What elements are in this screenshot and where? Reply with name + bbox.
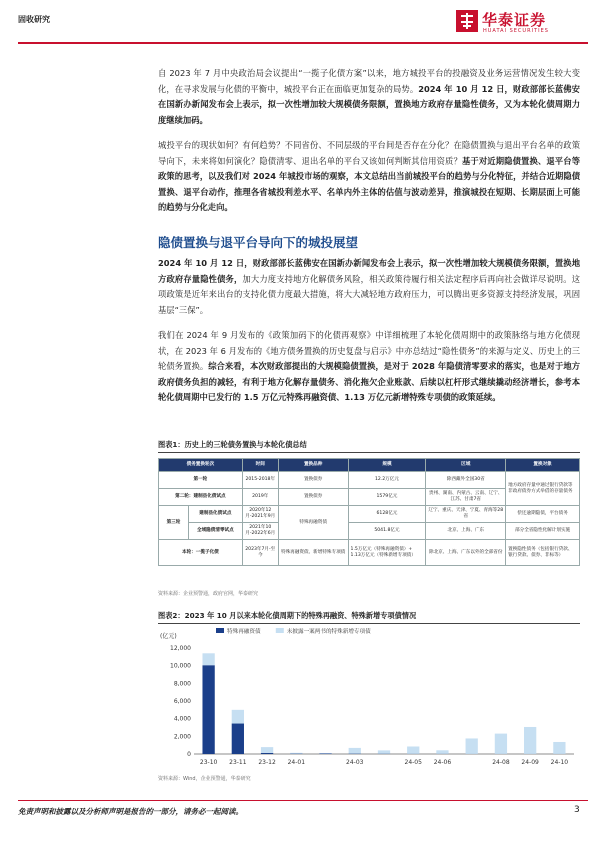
figure2-caption: 图表2：2023 年 10 月以来本轮化债周期下的特殊再融资、特殊新增专项债情况 xyxy=(158,611,417,620)
table-cell: 2020年12月-2021年9月 xyxy=(242,506,278,523)
legend-label: 未披露一案两书的特殊新增专项债 xyxy=(286,629,371,635)
y-tick-label: 10,000 xyxy=(170,662,191,670)
section-heading: 隐债置换与退平台导向下的城投展望 xyxy=(158,235,359,250)
bar-special-new-bonds xyxy=(202,653,214,665)
table-row xyxy=(159,472,580,489)
table-cell: 贵州、湖南、内蒙古、云南、辽宁、江苏、甘肃7省 xyxy=(426,489,506,506)
x-tick-label: 23-12 xyxy=(258,759,276,766)
y-tick-label: 4,000 xyxy=(173,715,191,723)
x-tick-label: 24-06 xyxy=(433,759,452,766)
paragraph-review xyxy=(158,328,580,406)
table-cell: 第二轮：建制县化债试点 xyxy=(159,489,243,506)
policy-text: 加大力度支持地方化解债务风险，相关政策待履行相关法定程序后再向社会做详尽说明。这项政策是近年来出台的支持化债力度最大措施，将大大减轻地方政府压力，可以腾出更多资源支持经济发展，巩固基层“三保”。 xyxy=(158,273,580,315)
bar-special-new-bonds xyxy=(407,746,419,753)
figure1-divider xyxy=(158,452,580,453)
bar-special-new-bonds xyxy=(261,747,273,753)
debt-swap-history-table xyxy=(158,458,580,566)
report-category: 固收研究 xyxy=(18,15,50,24)
figure2-divider xyxy=(158,623,580,624)
table-cell: 置换债券 xyxy=(278,489,348,506)
figure1-source: 资料来源：企业预警通，政府官网，华泰研究 xyxy=(158,591,259,597)
intro-text: 自 2023 年 7 月中央政治局会议提出“一揽子化债方案”以来，地方城投平台的投融资及业务运营情况发生较大变化，在寻求发展与化债的平衡中，城投平台正在面临更加复杂的局势。 xyxy=(158,68,580,94)
table-cell: 特殊再融资债 xyxy=(278,506,348,540)
table-header-cell: 债务置换轮次 xyxy=(159,459,243,472)
bar-special-new-bonds xyxy=(495,734,507,754)
bar-special-new-bonds xyxy=(436,750,448,754)
bar-special-new-bonds xyxy=(466,738,478,753)
intro-emphasis: 2024 年 10 月 12 日，财政部部长蓝佛安在国新办新闻发布会上表示，拟一次性增加较大规模债务限额，置换地方政府存量隐性债务，又为本轮化债周期力度继续加码。 xyxy=(158,83,580,125)
legend-swatch xyxy=(216,628,224,633)
table-header-cell: 置换品种 xyxy=(278,459,348,472)
footer-divider xyxy=(18,800,588,801)
x-tick-label: 24-08 xyxy=(492,759,510,766)
questions-emphasis: 基于对近期隐债置换、退平台等政策的思考，以及我们对 2024 年城投市场的观察，本文总结出当前城投平台的趋势与分化特征，并结合近期隐债置换、退平台动作，推理各省城投利差水平、名单内外主体的估值与波动差异，推演城投在短期、长期层面上可能的趋势与分化走向。 xyxy=(158,155,580,213)
table-row xyxy=(159,523,580,540)
table-cell: 特殊再融资债、新增特殊专项债 xyxy=(278,540,348,566)
bar-special-new-bonds xyxy=(553,742,565,754)
y-axis-label: (亿元) xyxy=(160,633,177,640)
review-emphasis: 综合来看，本次财政部提出的大规模隐债置换，是对于 2028 年隐债清零要求的落实，也是对于地方政府债务负担的减轻，有利于地方化解存量债务、消化拖欠企业账款、后续以杠杆形式继续撬动经济增长，参考本轮化债周期中已发行的 1.5 万亿元特殊再融资债、1.13 万亿元新增特殊专项债的政策延续。 xyxy=(158,361,580,403)
bar-special-new-bonds xyxy=(524,727,536,754)
figure1-caption: 图表1：历史上的三轮债务置换与本轮化债总结 xyxy=(158,440,307,449)
bar-special-new-bonds xyxy=(378,750,390,753)
table-cell: 辽宁、重庆、天津、宁夏、青海等28省 xyxy=(426,506,506,523)
legend-swatch xyxy=(276,628,284,633)
paragraph-policy xyxy=(158,256,580,318)
legend-label: 特殊再融资债 xyxy=(227,629,261,635)
table-cell: 除北京、上海、广东以外的全部省份 xyxy=(426,540,506,566)
page-number: 3 xyxy=(574,805,580,815)
bar-special-refinancing xyxy=(319,753,331,754)
table-header-cell: 规模 xyxy=(348,459,426,472)
table-cell: 1.5万亿元（特殊再融资债）+ 1.13万亿元（特殊新增专项债） xyxy=(348,540,426,566)
table-cell: 建制县化债试点 xyxy=(188,506,242,523)
table-cell: 2021年10月-2022年6月 xyxy=(242,523,278,540)
table-cell: 2019年 xyxy=(242,489,278,506)
bar-special-new-bonds xyxy=(232,710,244,724)
y-tick-label: 2,000 xyxy=(173,733,191,741)
x-tick-label: 23-10 xyxy=(199,759,218,766)
table-cell: 5041.8亿元 xyxy=(348,523,426,540)
table-header-cell: 置换对象 xyxy=(506,459,580,472)
y-tick-label: 6,000 xyxy=(173,698,191,705)
x-tick-label: 24-10 xyxy=(550,759,569,766)
paragraph-questions xyxy=(158,138,580,216)
table-cell: 除西藏外全国30省 xyxy=(426,472,506,489)
table-cell: 北京、上海、广东 xyxy=(426,523,506,540)
bar-special-new-bonds xyxy=(349,748,361,754)
special-bonds-bar-chart xyxy=(158,626,580,774)
bar-special-new-bonds xyxy=(290,753,302,754)
header-divider xyxy=(18,42,588,44)
bar-special-refinancing xyxy=(261,753,273,754)
logo-text-en: HUATAI SECURITIES xyxy=(483,28,549,34)
table-cell: 第三轮 xyxy=(159,506,189,540)
policy-emphasis: 2024 年 10 月 12 日，财政部部长蓝佛安在国新办新闻发布会上表示，拟一次性增加较大规模债务限额，置换地方政府存量隐性债务， xyxy=(158,258,580,284)
x-tick-label: 24-05 xyxy=(404,759,422,766)
table-cell: 12.2万亿元 xyxy=(348,472,426,489)
questions-text: 城投平台的现状如何？有何趋势？不同省份、不同层级的平台间是否存在分化？在隐债置换与退出平台名单的政策导向下，未来将如何演化？隐债清零、退出名单的平台又该如何判断其信用资质？ xyxy=(158,140,580,166)
table-header-row xyxy=(159,459,580,472)
table-cell: 1579亿元 xyxy=(348,489,426,506)
bar-special-refinancing xyxy=(202,665,214,754)
table-row xyxy=(159,506,580,523)
table-cell: 置换债券 xyxy=(278,472,348,489)
y-tick-label: 0 xyxy=(187,751,191,758)
table-cell: 第一轮 xyxy=(159,472,243,489)
x-tick-label: 24-09 xyxy=(521,759,539,766)
table-cell: 2023年7月-至今 xyxy=(242,540,278,566)
huatai-logo xyxy=(456,8,586,38)
huatai-logo-icon xyxy=(456,10,478,32)
x-tick-label: 23-11 xyxy=(229,759,247,766)
y-tick-label: 12,000 xyxy=(170,645,191,652)
table-cell: 地方政府存量中通过银行贷款等非政府债券方式举借的存量债务 xyxy=(506,472,580,506)
review-text: 我们在 2024 年 9 月发布的《政策加码下的化债再观察》中详细梳理了本轮化债周期中的政策脉络与地方化债现状，在 2023 年 6 月发布的《地方债务置换的历史复盘与启示》中亦总结过“隐性债务”的来源与定义、历史上的三轮债务置换。 xyxy=(158,330,580,372)
x-tick-label: 24-03 xyxy=(346,759,364,766)
table-header-cell: 时间 xyxy=(242,459,278,472)
table-cell: 偿还逾期隐债，平台债务 xyxy=(506,506,580,523)
bar-special-refinancing xyxy=(232,724,244,754)
table-cell: 部分全省隐性化解计划实施 xyxy=(506,523,580,540)
table-header-cell: 区域 xyxy=(426,459,506,472)
x-tick-label: 24-01 xyxy=(287,759,306,766)
figure2-source: 资料来源：Wind，企业预警通，华泰研究 xyxy=(158,776,251,782)
table-cell: 本轮：一揽子化债 xyxy=(159,540,243,566)
table-cell: 置换隐性债务（包括银行贷款、银行贷款、债券、非标等） xyxy=(506,540,580,566)
footer-disclaimer: 免责声明和披露以及分析师声明是报告的一部分，请务必一起阅读。 xyxy=(18,807,243,816)
table-row xyxy=(159,540,580,566)
table-cell: 全域隐债清零试点 xyxy=(188,523,242,540)
paragraph-intro xyxy=(158,66,580,128)
table-cell: 2015-2018年 xyxy=(242,472,278,489)
logo-text-cn: 华泰证券 xyxy=(482,11,547,29)
table-cell: 6128亿元 xyxy=(348,506,426,523)
y-tick-label: 8,000 xyxy=(173,680,191,688)
